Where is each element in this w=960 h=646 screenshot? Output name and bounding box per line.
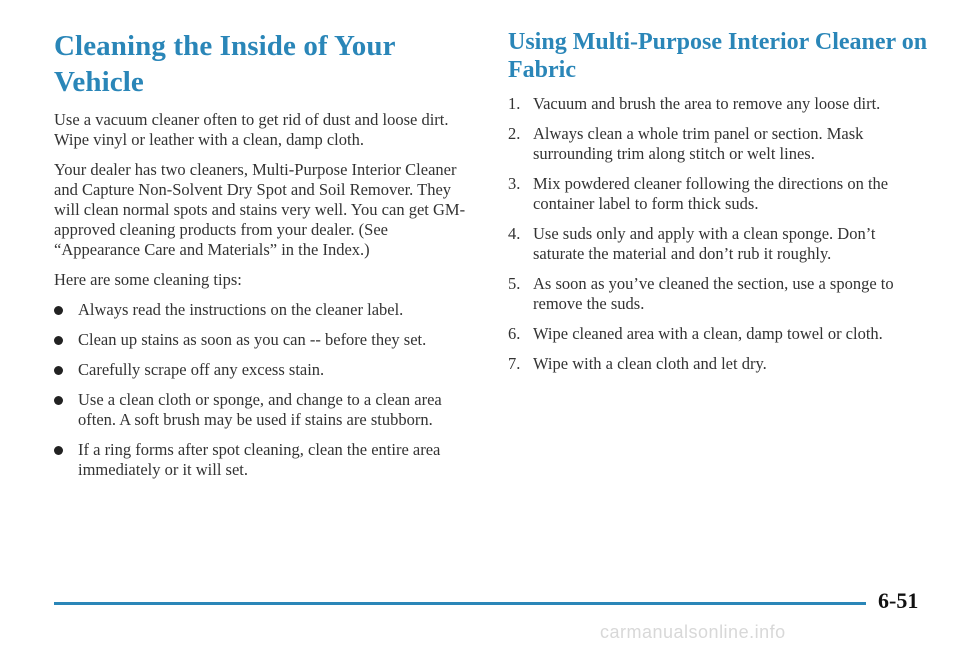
list-item [54,440,474,480]
dealer-paragraph: Your dealer has two cleaners, Multi-Purpose Interior Cleaner and Capture Non-Solvent Dry Spot and Soil Remover. They will clean normal spots and stains very well. You can get GM-approved cleaning products from your dealer. (See “Appearance Care and Materials” in the Index.) [54,160,466,259]
tip-text: Use a clean cloth or sponge, and change to a clean area often. A soft brush may be used if stains are stubborn. [78,390,442,429]
tip-text: Carefully scrape off any excess stain. [78,360,325,379]
watermark: carmanualsonline.info [600,622,786,642]
bullet-icon [54,396,63,405]
footer-rule [54,602,866,605]
step-number: 7. [508,354,521,373]
step-text: Wipe cleaned area with a clean, damp towel or cloth. [533,324,883,343]
list-item [508,324,928,344]
tip-text: If a ring forms after spot cleaning, clean the entire area immediately or it will set. [78,440,441,479]
step-text: As soon as you’ve cleaned the section, use a sponge to remove the suds. [533,274,894,313]
step-text: Use suds only and apply with a clean sponge. Don’t saturate the material and don’t rub it roughly. [533,224,876,263]
step-number: 6. [508,324,521,343]
list-item [54,390,474,430]
page-number: 6-51 [878,588,919,613]
step-number: 2. [508,124,521,143]
tip-text: Always read the instructions on the cleaner label. [78,300,404,319]
page-title: Cleaning the Inside of Your Vehicle [54,30,396,98]
step-text: Wipe with a clean cloth and let dry. [533,354,767,373]
list-item [54,360,474,380]
list-item [508,94,928,114]
left-column [54,28,474,490]
steps-list [508,94,928,374]
bullet-icon [54,306,63,315]
right-column [508,28,928,384]
step-number: 4. [508,224,521,243]
step-text: Vacuum and brush the area to remove any loose dirt. [533,94,881,113]
tips-intro: Here are some cleaning tips: [54,270,242,289]
step-number: 5. [508,274,521,293]
tip-text: Clean up stains as soon as you can -- before they set. [78,330,427,349]
bullet-icon [54,336,63,345]
step-text: Mix powdered cleaner following the directions on the container label to form thick suds. [533,174,889,213]
list-item [508,354,928,374]
step-number: 1. [508,94,521,113]
list-item [508,224,928,264]
list-item [508,174,928,214]
step-number: 3. [508,174,521,193]
list-item [508,274,928,314]
step-text: Always clean a whole trim panel or section. Mask surrounding trim along stitch or welt lines. [533,124,864,163]
list-item [54,300,474,320]
bullet-icon [54,366,63,375]
cleaning-tips-list [54,300,474,480]
intro-paragraph: Use a vacuum cleaner often to get rid of dust and loose dirt. Wipe vinyl or leather with a clean, damp cloth. [54,110,449,149]
list-item [508,124,928,164]
list-item [54,330,474,350]
section-title: Using Multi-Purpose Interior Cleaner on Fabric [508,29,928,83]
bullet-icon [54,446,63,455]
